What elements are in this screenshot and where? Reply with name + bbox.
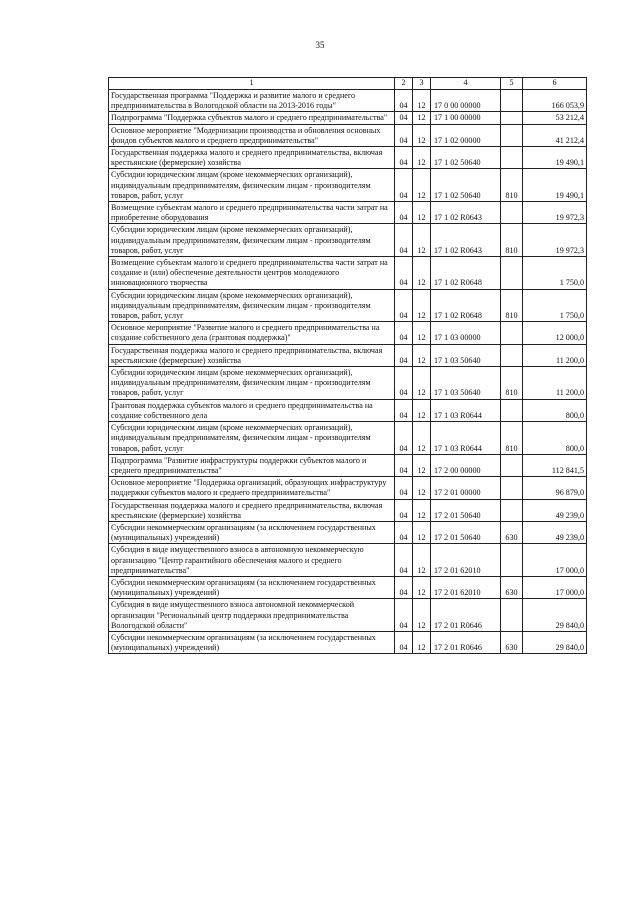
row-section: 04 [395, 499, 413, 521]
row-name: Грантовая поддержка субъектов малого и среднего предпринимательства на создание собственного дела [109, 399, 395, 421]
row-subsection: 12 [413, 576, 431, 598]
row-section: 04 [395, 322, 413, 344]
row-name: Возмещение субъектам малого и среднего предпринимательства части затрат на создание и (или) обеспечение деятельности центров молодежного инновационного творчества [109, 257, 395, 290]
table-row [109, 631, 587, 653]
row-section: 04 [395, 576, 413, 598]
row-name: Субсидии юридическим лицам (кроме некоммерческих организаций), индивидуальным предпринимателям, физическим лицам - производителям товаров, работ, услуг [109, 224, 395, 257]
row-expense-type: 630 [501, 521, 523, 543]
row-subsection: 12 [413, 631, 431, 653]
table-row [109, 124, 587, 146]
row-amount: 112 841,5 [523, 454, 587, 476]
row-target-code: 17 1 03 R0644 [431, 422, 501, 455]
row-section: 04 [395, 90, 413, 112]
row-target-code: 17 1 02 50640 [431, 169, 501, 202]
row-target-code: 17 1 03 50640 [431, 367, 501, 400]
header-cell: 6 [523, 78, 587, 90]
row-amount: 11 200,0 [523, 344, 587, 366]
row-amount: 19 972,3 [523, 224, 587, 257]
row-target-code: 17 1 02 R0648 [431, 257, 501, 290]
row-subsection: 12 [413, 90, 431, 112]
row-section: 04 [395, 257, 413, 290]
row-target-code: 17 1 02 00000 [431, 124, 501, 146]
row-section: 04 [395, 477, 413, 499]
row-target-code: 17 1 03 R0644 [431, 399, 501, 421]
row-section: 04 [395, 422, 413, 455]
row-name: Субсидии некоммерческим организациям (за исключением государственных (муниципальных) учреждений) [109, 576, 395, 598]
row-subsection: 12 [413, 399, 431, 421]
row-section: 04 [395, 544, 413, 577]
row-expense-type [501, 477, 523, 499]
table-row [109, 322, 587, 344]
row-amount: 53 212,4 [523, 112, 587, 124]
row-section: 04 [395, 112, 413, 124]
row-subsection: 12 [413, 344, 431, 366]
row-section: 04 [395, 124, 413, 146]
row-subsection: 12 [413, 147, 431, 169]
row-amount: 49 239,0 [523, 521, 587, 543]
table-row [109, 257, 587, 290]
row-subsection: 12 [413, 224, 431, 257]
row-subsection: 12 [413, 521, 431, 543]
row-expense-type [501, 124, 523, 146]
row-amount: 11 200,0 [523, 367, 587, 400]
table-row [109, 454, 587, 476]
row-amount: 49 239,0 [523, 499, 587, 521]
header-cell: 1 [109, 78, 395, 90]
row-subsection: 12 [413, 544, 431, 577]
row-section: 04 [395, 454, 413, 476]
row-expense-type [501, 499, 523, 521]
table-row [109, 544, 587, 577]
row-amount: 29 840,0 [523, 631, 587, 653]
row-expense-type [501, 90, 523, 112]
row-amount: 17 000,0 [523, 576, 587, 598]
row-name: Подпрограмма "Развитие инфраструктуры поддержки субъектов малого и среднего предпринимательства" [109, 454, 395, 476]
row-name: Субсидии юридическим лицам (кроме некоммерческих организаций), индивидуальным предпринимателям, физическим лицам - производителям товаров, работ, услуг [109, 169, 395, 202]
row-subsection: 12 [413, 124, 431, 146]
table-row [109, 422, 587, 455]
row-expense-type: 630 [501, 576, 523, 598]
row-expense-type: 810 [501, 224, 523, 257]
row-name: Субсидии юридическим лицам (кроме некоммерческих организаций), индивидуальным предпринимателям, физическим лицам - производителям товаров, работ, услуг [109, 289, 395, 322]
row-subsection: 12 [413, 257, 431, 290]
row-expense-type: 810 [501, 169, 523, 202]
row-amount: 41 212,4 [523, 124, 587, 146]
row-target-code: 17 2 01 62010 [431, 576, 501, 598]
table-row [109, 477, 587, 499]
table-row [109, 202, 587, 224]
row-expense-type [501, 544, 523, 577]
row-section: 04 [395, 169, 413, 202]
header-row [109, 78, 587, 90]
row-amount: 19 490,1 [523, 147, 587, 169]
row-target-code: 17 2 01 50640 [431, 521, 501, 543]
row-expense-type [501, 399, 523, 421]
row-name: Субсидии некоммерческим организациям (за исключением государственных (муниципальных) учреждений) [109, 631, 395, 653]
row-name: Субсидия в виде имущественного взноса автономной некоммерческой организации "Региональный центр поддержки предпринимательства Вологодской области" [109, 599, 395, 632]
row-subsection: 12 [413, 202, 431, 224]
row-target-code: 17 2 01 00000 [431, 477, 501, 499]
row-name: Субсидии юридическим лицам (кроме некоммерческих организаций), индивидуальным предпринимателям, физическим лицам - производителям товаров, работ, услуг [109, 422, 395, 455]
row-subsection: 12 [413, 599, 431, 632]
row-expense-type: 630 [501, 631, 523, 653]
row-target-code: 17 2 01 62010 [431, 544, 501, 577]
table-row [109, 344, 587, 366]
row-expense-type: 810 [501, 289, 523, 322]
row-name: Государственная поддержка малого и среднего предпринимательства, включая крестьянские (фермерские) хозяйства [109, 344, 395, 366]
row-subsection: 12 [413, 169, 431, 202]
row-target-code: 17 1 03 50640 [431, 344, 501, 366]
table-row [109, 499, 587, 521]
row-subsection: 12 [413, 112, 431, 124]
table-row [109, 112, 587, 124]
row-name: Государственная поддержка малого и среднего предпринимательства, включая крестьянские (фермерские) хозяйства [109, 147, 395, 169]
table-row [109, 90, 587, 112]
row-subsection: 12 [413, 367, 431, 400]
row-target-code: 17 2 01 R0646 [431, 631, 501, 653]
row-amount: 29 840,0 [523, 599, 587, 632]
row-name: Субсидия в виде имущественного взноса в автономную некоммерческую организацию "Центр гарантийного обеспечения малого и среднего предпринимательства" [109, 544, 395, 577]
row-section: 04 [395, 147, 413, 169]
row-name: Основное мероприятие "Модернизации производства и обновления основных фондов субъектов малого и среднего предпринимательства" [109, 124, 395, 146]
row-target-code: 17 2 00 00000 [431, 454, 501, 476]
row-amount: 17 000,0 [523, 544, 587, 577]
row-expense-type [501, 112, 523, 124]
row-expense-type: 810 [501, 367, 523, 400]
row-name: Субсидии юридическим лицам (кроме некоммерческих организаций), индивидуальным предпринимателям, физическим лицам - производителям товаров, работ, услуг [109, 367, 395, 400]
row-target-code: 17 1 02 50640 [431, 147, 501, 169]
row-subsection: 12 [413, 477, 431, 499]
row-section: 04 [395, 521, 413, 543]
table-row [109, 576, 587, 598]
row-section: 04 [395, 289, 413, 322]
row-target-code: 17 1 00 00000 [431, 112, 501, 124]
row-subsection: 12 [413, 454, 431, 476]
row-name: Подпрограмма "Поддержка субъектов малого и среднего предпринимательства" [109, 112, 395, 124]
row-target-code: 17 2 01 R0646 [431, 599, 501, 632]
table-row [109, 169, 587, 202]
row-amount: 166 053,9 [523, 90, 587, 112]
row-amount: 1 750,0 [523, 257, 587, 290]
header-cell: 3 [413, 78, 431, 90]
header-cell: 4 [431, 78, 501, 90]
row-subsection: 12 [413, 499, 431, 521]
page-number: 35 [315, 40, 325, 50]
row-target-code: 17 1 02 R0643 [431, 202, 501, 224]
row-amount: 800,0 [523, 422, 587, 455]
row-amount: 1 750,0 [523, 289, 587, 322]
row-expense-type [501, 322, 523, 344]
row-amount: 19 972,3 [523, 202, 587, 224]
header-cell: 2 [395, 78, 413, 90]
row-section: 04 [395, 224, 413, 257]
row-name: Основное мероприятие "Поддержка организаций, образующих инфраструктуру поддержки субъектов малого и среднего предпринимательства" [109, 477, 395, 499]
table-row [109, 521, 587, 543]
row-section: 04 [395, 344, 413, 366]
row-name: Основное мероприятие "Развитие малого и среднего предпринимательства на создание собственного дела (грантовая поддержка)" [109, 322, 395, 344]
row-expense-type [501, 454, 523, 476]
row-name: Субсидии некоммерческим организациям (за исключением государственных (муниципальных) учреждений) [109, 521, 395, 543]
budget-table [108, 77, 587, 654]
table-row [109, 367, 587, 400]
row-expense-type [501, 599, 523, 632]
row-amount: 800,0 [523, 399, 587, 421]
row-section: 04 [395, 631, 413, 653]
row-section: 04 [395, 202, 413, 224]
table-row [109, 599, 587, 632]
header-cell: 5 [501, 78, 523, 90]
row-subsection: 12 [413, 422, 431, 455]
table-row [109, 399, 587, 421]
row-name: Государственная поддержка малого и среднего предпринимательства, включая крестьянские (фермерские) хозяйства [109, 499, 395, 521]
row-name: Возмещение субъектам малого и среднего предпринимательства части затрат на приобретение оборудования [109, 202, 395, 224]
row-subsection: 12 [413, 289, 431, 322]
row-amount: 19 490,1 [523, 169, 587, 202]
row-expense-type [501, 147, 523, 169]
row-target-code: 17 2 01 50640 [431, 499, 501, 521]
row-target-code: 17 1 02 R0648 [431, 289, 501, 322]
row-expense-type [501, 257, 523, 290]
row-expense-type [501, 202, 523, 224]
row-name: Государственная программа "Поддержка и развитие малого и среднего предпринимательства в Вологодской области на 2013-2016 годы" [109, 90, 395, 112]
table-row [109, 289, 587, 322]
table-row [109, 224, 587, 257]
row-section: 04 [395, 367, 413, 400]
row-amount: 96 879,0 [523, 477, 587, 499]
row-target-code: 17 0 00 00000 [431, 90, 501, 112]
table-row [109, 147, 587, 169]
row-expense-type [501, 344, 523, 366]
row-amount: 12 000,0 [523, 322, 587, 344]
row-section: 04 [395, 399, 413, 421]
row-expense-type: 810 [501, 422, 523, 455]
row-target-code: 17 1 03 00000 [431, 322, 501, 344]
row-target-code: 17 1 02 R0643 [431, 224, 501, 257]
row-section: 04 [395, 599, 413, 632]
row-subsection: 12 [413, 322, 431, 344]
